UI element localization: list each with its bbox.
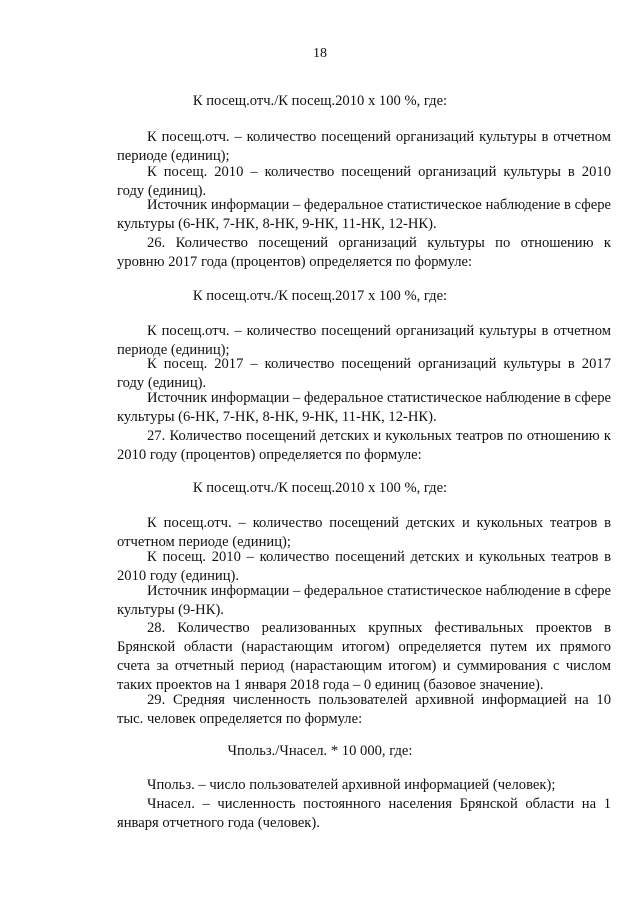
- formula-4: Чпольз./Чнасел. * 10 000, где:: [227, 743, 413, 759]
- paragraph-12: 28. Количество реализованных крупных фестивальных проектов в Брянской области (нарастающим итогом) определяется путем их прямого счета за отчетный период (нарастающим итогом) и суммирования с числом таких проектов на 1 января 2018 года – 0 единиц (базовое значение).: [117, 620, 611, 693]
- paragraph-14: Чпольз. – число пользователей архивной информацией (человек);: [147, 777, 556, 793]
- page-number: 18: [313, 46, 327, 61]
- formula-1: К посещ.отч./К посещ.2010 х 100 %, где:: [192, 93, 448, 109]
- formula-3: К посещ.отч./К посещ.2010 х 100 %, где:: [192, 480, 448, 496]
- paragraph-5: К посещ.отч. – количество посещений организаций культуры в отчетном периоде (единиц);: [117, 323, 611, 358]
- paragraph-8: 27. Количество посещений детских и кукольных театров по отношению к 2010 году (процентов) определяется по формуле:: [117, 428, 611, 463]
- formula-2: К посещ.отч./К посещ.2017 х 100 %, где:: [192, 288, 448, 304]
- paragraph-15: Чнасел. – численность постоянного населения Брянской области на 1 января отчетного года (человек).: [117, 796, 611, 831]
- paragraph-13: 29. Средняя численность пользователей архивной информацией на 10 тыс. человек определяется по формуле:: [117, 692, 611, 727]
- paragraph-2: К посещ. 2010 – количество посещений организаций культуры в 2010 году (единиц).: [117, 164, 611, 199]
- paragraph-6: К посещ. 2017 – количество посещений организаций культуры в 2017 году (единиц).: [117, 356, 611, 391]
- paragraph-1: К посещ.отч. – количество посещений организаций культуры в отчетном периоде (единиц);: [117, 129, 611, 164]
- paragraph-4: 26. Количество посещений организаций культуры по отношению к уровню 2017 года (процентов) определяется по формуле:: [117, 235, 611, 270]
- paragraph-10: К посещ. 2010 – количество посещений детских и кукольных театров в 2010 году (единиц).: [117, 549, 611, 584]
- paragraph-9: К посещ.отч. – количество посещений детских и кукольных театров в отчетном периоде (единиц);: [117, 515, 611, 550]
- paragraph-11: Источник информации – федеральное статистическое наблюдение в сфере культуры (9-НК).: [117, 583, 611, 618]
- paragraph-7: Источник информации – федеральное статистическое наблюдение в сфере культуры (6-НК, 7-НК, 8-НК, 9-НК, 11-НК, 12-НК).: [117, 390, 611, 425]
- paragraph-3: Источник информации – федеральное статистическое наблюдение в сфере культуры (6-НК, 7-НК, 8-НК, 9-НК, 11-НК, 12-НК).: [117, 197, 611, 232]
